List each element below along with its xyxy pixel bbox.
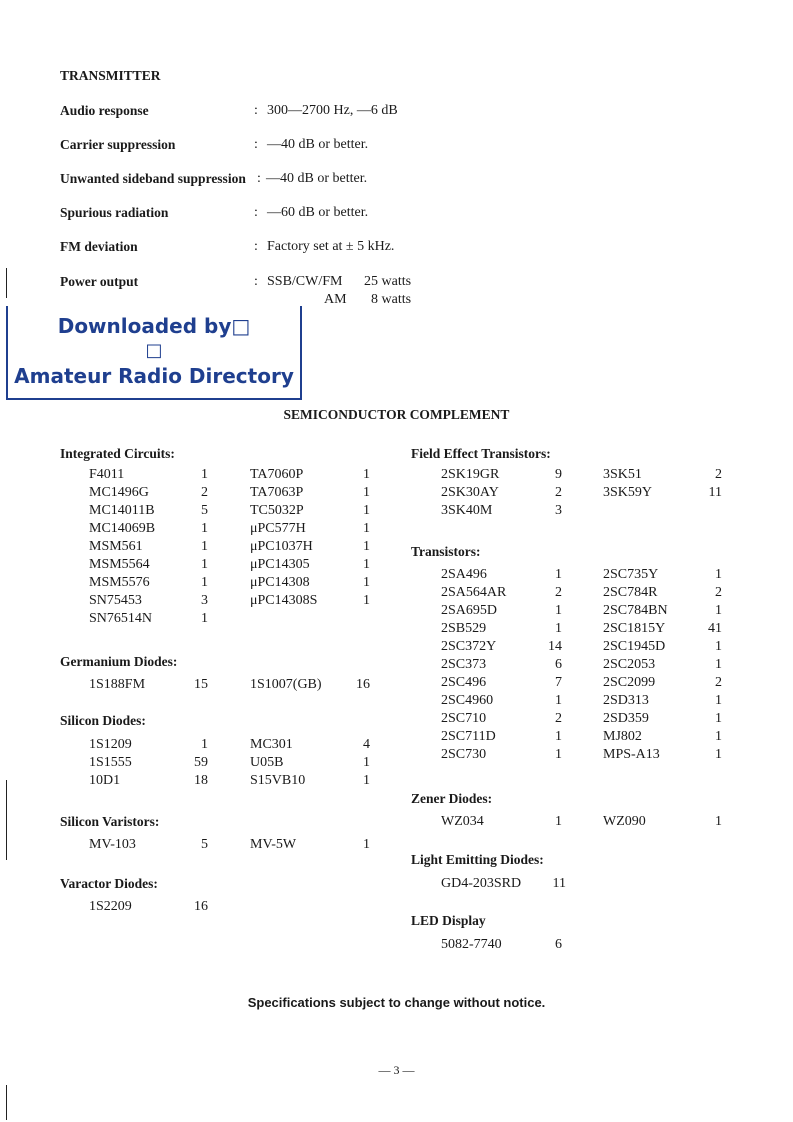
part-quantity: 3 <box>555 503 562 518</box>
part-quantity: 1 <box>715 693 722 708</box>
part-number: 1S188FM <box>89 677 146 692</box>
part-quantity: 1 <box>363 521 370 536</box>
part-number: 3SK59Y <box>603 485 653 500</box>
spec-value-fm-deviation: Factory set at ± 5 kHz. <box>267 239 395 254</box>
part-quantity: 1 <box>715 567 722 582</box>
part-number: 2SK19GR <box>441 467 500 482</box>
spec-label-audio-response: Audio response <box>60 103 149 118</box>
part-number: 2SC784R <box>603 585 658 600</box>
transmitter-heading: TRANSMITTER <box>60 68 161 83</box>
banner-line-1: Downloaded by□ <box>57 314 251 338</box>
part-number: TA7060P <box>250 467 304 482</box>
part-number: μPC1037H <box>250 539 313 554</box>
part-quantity: 11 <box>708 485 722 500</box>
part-quantity: 16 <box>194 899 208 914</box>
spec-label-fm-deviation: FM deviation <box>60 239 138 254</box>
part-number: 3SK51 <box>603 467 642 482</box>
part-quantity: 1 <box>363 755 370 770</box>
part-quantity: 1 <box>363 593 370 608</box>
part-number: 10D1 <box>89 773 121 788</box>
part-quantity: 5 <box>201 503 208 518</box>
spec-value-power-mode: SSB/CW/FM <box>267 274 343 289</box>
part-quantity: 1 <box>201 575 208 590</box>
part-quantity: 6 <box>555 937 562 952</box>
part-number: 2SD359 <box>603 711 649 726</box>
part-quantity: 14 <box>548 639 562 654</box>
part-quantity: 2 <box>715 585 722 600</box>
banner-line-2: □ <box>145 340 163 361</box>
part-quantity: 59 <box>194 755 208 770</box>
part-number: WZ090 <box>603 814 646 829</box>
part-quantity: 1 <box>363 485 370 500</box>
part-number: TC5032P <box>250 503 304 518</box>
spec-value-power-watts: 25 watts <box>364 274 412 289</box>
part-number: MC14011B <box>89 503 155 518</box>
part-quantity: 1 <box>201 557 208 572</box>
part-number: 1S1007(GB) <box>250 677 322 692</box>
part-quantity: 1 <box>715 639 722 654</box>
page-number: — 3 — <box>378 1063 415 1077</box>
spec-colon: : <box>254 239 258 254</box>
spec-colon: : <box>254 103 258 118</box>
part-number: 2SA695D <box>441 603 498 618</box>
part-quantity: 9 <box>555 467 562 482</box>
section-heading-germanium-diodes: Germanium Diodes: <box>60 654 178 669</box>
part-number: 1S1209 <box>89 737 132 752</box>
part-quantity: 1 <box>201 539 208 554</box>
part-quantity: 1 <box>363 467 370 482</box>
spec-colon: : <box>254 137 258 152</box>
part-quantity: 2 <box>715 467 722 482</box>
part-quantity: 1 <box>555 621 562 636</box>
section-heading-silicon-varistors: Silicon Varistors: <box>60 814 160 829</box>
part-quantity: 2 <box>555 585 562 600</box>
part-quantity: 2 <box>715 675 722 690</box>
part-number: 2SC1945D <box>603 639 666 654</box>
section-heading-varactor-diodes: Varactor Diodes: <box>60 876 158 891</box>
part-number: 1S1555 <box>89 755 132 770</box>
download-banner <box>6 306 302 400</box>
part-number: 3SK40M <box>441 503 493 518</box>
part-number: MJ802 <box>603 729 642 744</box>
part-number: 2SC1815Y <box>603 621 666 636</box>
part-number: 1S2209 <box>89 899 132 914</box>
part-number: MSM5576 <box>89 575 150 590</box>
section-heading-zener-diodes: Zener Diodes: <box>411 791 493 806</box>
part-number: 2SC710 <box>441 711 487 726</box>
section-heading-integrated-circuits: Integrated Circuits: <box>60 446 175 461</box>
section-heading-led: Light Emitting Diodes: <box>411 852 544 867</box>
spec-value-unwanted-sideband: —40 dB or better. <box>266 171 368 186</box>
part-number: MC14069B <box>89 521 156 536</box>
part-quantity: 4 <box>363 737 370 752</box>
footer-note: Specifications subject to change without notice. <box>247 995 546 1010</box>
part-number: SN75453 <box>89 593 142 608</box>
part-quantity: 18 <box>194 773 208 788</box>
part-quantity: 16 <box>356 677 370 692</box>
section-heading-silicon-diodes: Silicon Diodes: <box>60 713 146 728</box>
semiconductor-heading: SEMICONDUCTOR COMPLEMENT <box>283 407 510 422</box>
part-quantity: 1 <box>715 747 722 762</box>
part-number: 2SC784BN <box>603 603 668 618</box>
part-quantity: 1 <box>555 814 562 829</box>
part-quantity: 5 <box>201 837 208 852</box>
part-number: MSM5564 <box>89 557 150 572</box>
part-number: 5082-7740 <box>441 937 502 952</box>
part-number: μPC577H <box>250 521 306 536</box>
part-quantity: 1 <box>363 539 370 554</box>
part-number: U05B <box>250 755 284 770</box>
spec-colon: : <box>254 274 258 289</box>
spec-label-power-output: Power output <box>60 274 139 289</box>
part-quantity: 1 <box>363 557 370 572</box>
part-number: 2SK30AY <box>441 485 499 500</box>
part-number: μPC14308 <box>250 575 310 590</box>
part-quantity: 1 <box>715 814 722 829</box>
part-number: 2SC2099 <box>603 675 656 690</box>
part-number: 2SC730 <box>441 747 487 762</box>
part-quantity: 1 <box>715 603 722 618</box>
part-number: TA7063P <box>250 485 304 500</box>
part-number: MSM561 <box>89 539 143 554</box>
scan-edge-mark <box>6 1085 7 1120</box>
part-number: WZ034 <box>441 814 484 829</box>
part-quantity: 11 <box>552 876 566 891</box>
part-number: 2SB529 <box>441 621 487 636</box>
spec-label-unwanted-sideband: Unwanted sideband suppression <box>60 171 246 186</box>
part-quantity: 41 <box>708 621 722 636</box>
part-quantity: 2 <box>555 711 562 726</box>
part-number: MV-103 <box>89 837 136 852</box>
part-number: μPC14308S <box>250 593 318 608</box>
part-number: F4011 <box>89 467 125 482</box>
scan-edge-mark <box>6 268 7 298</box>
part-quantity: 1 <box>715 657 722 672</box>
part-number: SN76514N <box>89 611 153 626</box>
spec-value-carrier-suppression: —40 dB or better. <box>267 137 369 152</box>
part-quantity: 1 <box>715 729 722 744</box>
part-quantity: 1 <box>555 603 562 618</box>
part-quantity: 1 <box>555 729 562 744</box>
spec-label-spurious-radiation: Spurious radiation <box>60 205 169 220</box>
part-quantity: 1 <box>363 837 370 852</box>
part-quantity: 1 <box>555 567 562 582</box>
part-quantity: 1 <box>201 737 208 752</box>
part-quantity: 1 <box>555 747 562 762</box>
spec-colon: : <box>257 171 261 186</box>
part-quantity: 1 <box>363 575 370 590</box>
part-quantity: 1 <box>201 467 208 482</box>
banner-line-3: Amateur Radio Directory <box>14 364 294 388</box>
part-quantity: 3 <box>201 593 208 608</box>
part-number: 2SC2053 <box>603 657 656 672</box>
section-heading-transistors: Transistors: <box>411 544 481 559</box>
part-quantity: 15 <box>194 677 208 692</box>
part-number: 2SD313 <box>603 693 649 708</box>
part-number: 2SC496 <box>441 675 487 690</box>
part-number: S15VB10 <box>250 773 306 788</box>
section-heading-fet: Field Effect Transistors: <box>411 446 551 461</box>
part-number: μPC14305 <box>250 557 310 572</box>
part-quantity: 1 <box>363 773 370 788</box>
part-number: GD4-203SRD <box>441 876 522 891</box>
part-quantity: 1 <box>201 611 208 626</box>
part-quantity: 6 <box>555 657 562 672</box>
part-number: 2SA496 <box>441 567 487 582</box>
part-number: 2SC4960 <box>441 693 494 708</box>
spec-value-spurious-radiation: —60 dB or better. <box>267 205 369 220</box>
part-number: 2SC711D <box>441 729 496 744</box>
part-number: MV-5W <box>250 837 297 852</box>
spec-colon: : <box>254 205 258 220</box>
section-heading-led-display: LED Display <box>411 913 486 928</box>
spec-value-am-watts: 8 watts <box>371 292 412 307</box>
part-quantity: 2 <box>201 485 208 500</box>
part-number: 2SA564AR <box>441 585 507 600</box>
spec-value-audio-response: 300—2700 Hz, —6 dB <box>267 103 398 118</box>
spec-value-am-mode: AM <box>324 292 347 307</box>
part-number: MC1496G <box>89 485 149 500</box>
scan-edge-mark <box>6 780 7 860</box>
part-quantity: 7 <box>555 675 562 690</box>
spec-label-carrier-suppression: Carrier suppression <box>60 137 176 152</box>
part-quantity: 1 <box>555 693 562 708</box>
part-quantity: 1 <box>363 503 370 518</box>
part-number: 2SC735Y <box>603 567 659 582</box>
part-number: 2SC373 <box>441 657 487 672</box>
part-number: MC301 <box>250 737 293 752</box>
part-quantity: 2 <box>555 485 562 500</box>
part-number: MPS-A13 <box>603 747 660 762</box>
part-quantity: 1 <box>715 711 722 726</box>
part-number: 2SC372Y <box>441 639 497 654</box>
part-quantity: 1 <box>201 521 208 536</box>
